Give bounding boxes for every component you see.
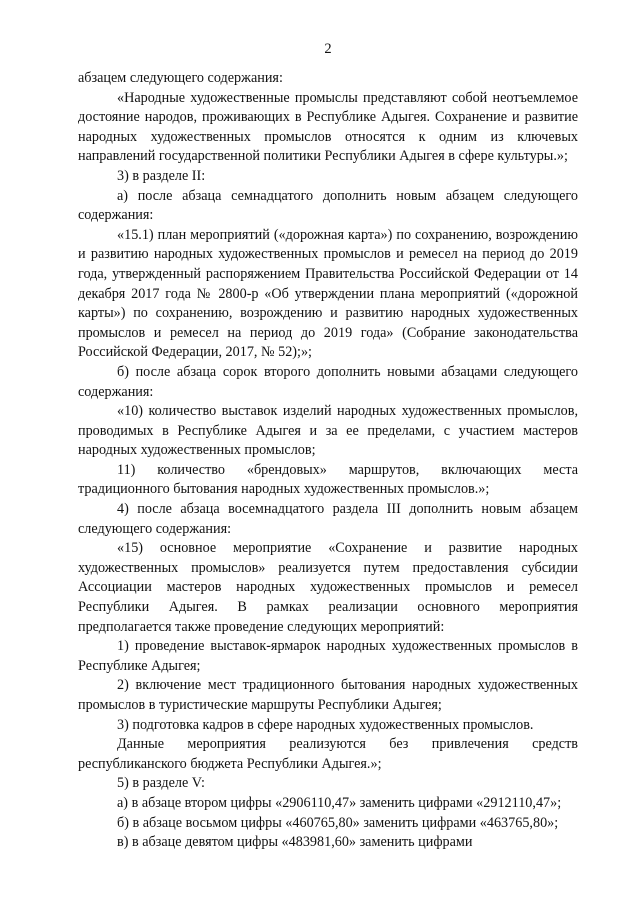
paragraph: 4) после абзаца восемнадцатого раздела III дополнить новым абзацем следующего содержания: — [78, 501, 578, 537]
paragraph: 5) в разделе V: — [117, 775, 205, 792]
paragraph: 1) проведение выставок-ярмарок народных художественных промыслов в Республике Адыгея; — [78, 638, 578, 674]
paragraph: Данные мероприятия реализуются без привлечения средств республиканского бюджета Республики Адыгея.»; — [78, 736, 578, 772]
paragraph: б) после абзаца сорок второго дополнить новыми абзацами следующего содержания: — [78, 363, 578, 400]
paragraph: 3) в разделе II: — [117, 167, 206, 184]
paragraph: в) в абзаце девятом цифры «483981,60» заменить цифрами — [117, 834, 473, 851]
paragraph: 11) количество «брендовых» маршрутов, включающих места традиционного бытования народных художественных промыслов.»; — [78, 461, 578, 498]
document-body — [78, 69, 578, 853]
paragraph: абзацем следующего содержания: — [78, 70, 283, 86]
paragraph: «10) количество выставок изделий народных художественных промыслов, проводимых в Республике Адыгея и за ее пределами, с участием мастеров народных художественных промыслов; — [78, 403, 578, 459]
paragraph: а) после абзаца семнадцатого дополнить новым абзацем следующего содержания: — [78, 187, 578, 224]
paragraph: 3) подготовка кадров в сфере народных художественных промыслов. — [117, 716, 534, 733]
paragraph: «15) основное мероприятие «Сохранение и развитие народных художественных промыслов» реализуется путем предоставления субсидии Ассоциации мастеров народных художественных промыслов и ремесел Республики Адыгея. В рамках реализации основного мероприятия предполагается также проведение следующих мероприятий: — [78, 540, 578, 635]
paragraph: «Народные художественные промыслы представляют собой неотъемлемое достояние народов, проживающих в Республике Адыгея. Сохранение и развитие народных художественных промыслов относятся к одним из ключевых направлений государственной политики Республики Адыгея в сфере культуры.»; — [78, 89, 578, 165]
paragraph: «15.1) план мероприятий («дорожная карта») по сохранению, возрождению и развитию народных художественных промыслов и ремесел на период до 2019 года, утвержденный распоряжением Правительства Российской Федерации от 14 декабря 2017 года № 2800-р «Об утверждении плана мероприятий («дорожной карты») по сохранению, возрождению и развитию народных художественных промыслов и ремесел на период до 2019 года» (Собрание законодательства Российской Федерации, 2017, № 52);»; — [78, 226, 578, 361]
page-number: 2 — [324, 41, 332, 57]
paragraph: а) в абзаце втором цифры «2906110,47» заменить цифрами «2912110,47»; — [117, 794, 562, 811]
paragraph: 2) включение мест традиционного бытования народных художественных промыслов в туристические маршруты Республики Адыгея; — [78, 677, 578, 713]
paragraph: б) в абзаце восьмом цифры «460765,80» заменить цифрами «463765,80»; — [117, 814, 559, 831]
